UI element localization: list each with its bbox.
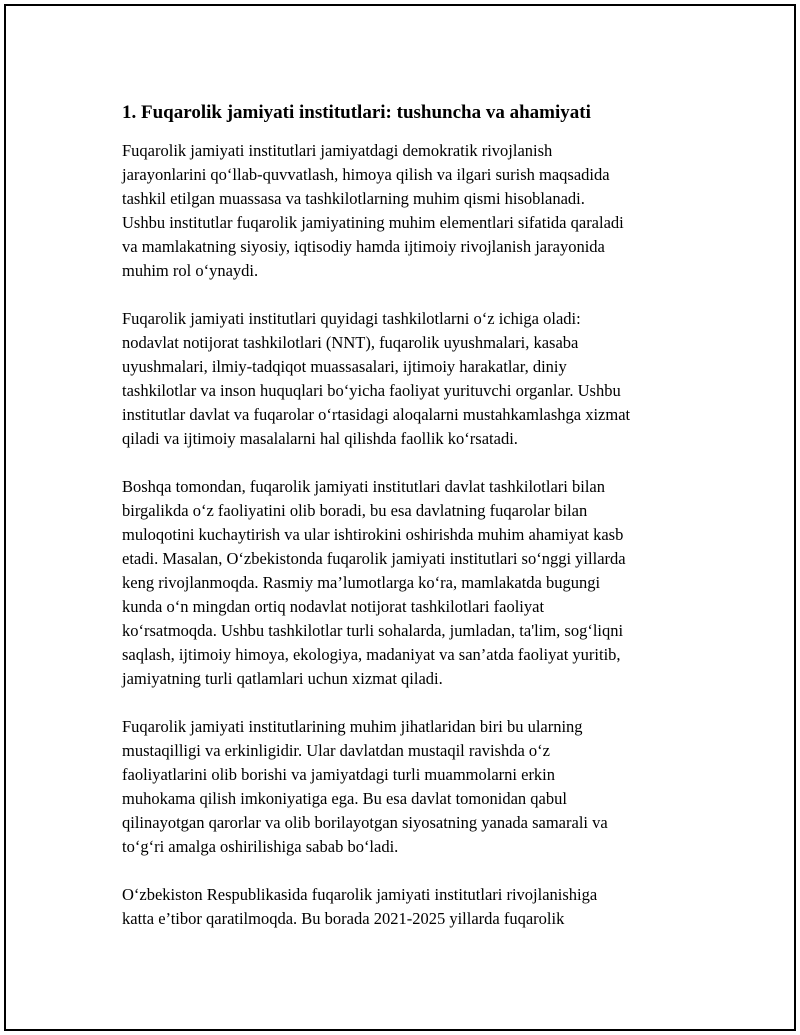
text-line: jarayonlarini qo‘llab-quvvatlash, himoya qilish va ilgari surish maqsadida	[122, 165, 610, 184]
text-line: tashkilotlar va inson huquqlari bo‘yicha faoliyat yurituvchi organlar. Ushbu	[122, 381, 621, 400]
page-frame	[4, 4, 796, 1031]
text-line: nodavlat notijorat tashkilotlari (NNT), fuqarolik uyushmalari, kasaba	[122, 333, 579, 352]
text-line: etadi. Masalan, O‘zbekistonda fuqarolik jamiyati institutlari so‘nggi yillarda	[122, 549, 626, 568]
text-line: Fuqarolik jamiyati institutlari quyidagi tashkilotlarni o‘z ichiga oladi:	[122, 309, 581, 328]
text-line: Fuqarolik jamiyati institutlarining muhim jihatlaridan biri bu ularning	[122, 717, 583, 736]
text-line: faoliyatlarini olib borishi va jamiyatdagi turli muammolarni erkin	[122, 765, 556, 784]
text-line: Fuqarolik jamiyati institutlari jamiyatdagi demokratik rivojlanish	[122, 141, 553, 160]
text-line: katta e’tibor qaratilmoqda. Bu borada 2021-2025 yillarda fuqarolik	[122, 909, 565, 928]
text-line: Ushbu institutlar fuqarolik jamiyatining muhim elementlari sifatida qaraladi	[122, 213, 624, 232]
text-line: institutlar davlat va fuqarolar o‘rtasidagi aloqalarni mustahkamlashga xizmat	[122, 405, 631, 424]
text-line: kunda o‘n mingdan ortiq nodavlat notijorat tashkilotlari faoliyat	[122, 597, 545, 616]
paragraph-5	[122, 883, 702, 931]
text-line: qilinayotgan qarorlar va olib borilayotgan siyosatning yanada samarali va	[122, 813, 608, 832]
text-line: uyushmalari, ilmiy-tadqiqot muassasalari, ijtimoiy harakatlar, diniy	[122, 357, 567, 376]
text-line: saqlash, ijtimoiy himoya, ekologiya, madaniyat va san’atda faoliyat yuritib,	[122, 645, 621, 664]
text-line: Boshqa tomondan, fuqarolik jamiyati institutlari davlat tashkilotlari bilan	[122, 477, 605, 496]
text-line: birgalikda o‘z faoliyatini olib boradi, bu esa davlatning fuqarolar bilan	[122, 501, 588, 520]
paragraph-2	[122, 307, 702, 451]
text-line: jamiyatning turli qatlamlari uchun xizmat qiladi.	[122, 669, 443, 688]
text-line: O‘zbekiston Respublikasida fuqarolik jamiyati institutlari rivojlanishiga	[122, 885, 598, 904]
paragraph-3	[122, 475, 702, 691]
paragraph-1	[122, 139, 702, 283]
text-line: qiladi va ijtimoiy masalalarni hal qilishda faollik ko‘rsatadi.	[122, 429, 518, 448]
text-line: va mamlakatning siyosiy, iqtisodiy hamda ijtimoiy rivojlanish jarayonida	[122, 237, 605, 256]
document-body	[122, 100, 702, 955]
text-line: to‘g‘ri amalga oshirilishiga sabab bo‘ladi.	[122, 837, 399, 856]
text-line: muloqotini kuchaytirish va ular ishtirokini oshirishda muhim ahamiyat kasb	[122, 525, 624, 544]
text-line: mustaqilligi va erkinligidir. Ular davlatdan mustaqil ravishda o‘z	[122, 741, 550, 760]
paragraph-list	[122, 139, 702, 931]
section-heading: 1. Fuqarolik jamiyati institutlari: tushuncha va ahamiyati	[122, 102, 591, 123]
text-line: muhokama qilish imkoniyatiga ega. Bu esa davlat tomonidan qabul	[122, 789, 567, 808]
paragraph-4	[122, 715, 702, 859]
text-line: keng rivojlanmoqda. Rasmiy ma’lumotlarga ko‘ra, mamlakatda bugungi	[122, 573, 601, 592]
text-line: tashkil etilgan muassasa va tashkilotlarning muhim qismi hisoblanadi.	[122, 189, 585, 208]
text-line: ko‘rsatmoqda. Ushbu tashkilotlar turli sohalarda, jumladan, ta'lim, sog‘liqni	[122, 621, 624, 640]
text-line: muhim rol o‘ynaydi.	[122, 261, 259, 280]
